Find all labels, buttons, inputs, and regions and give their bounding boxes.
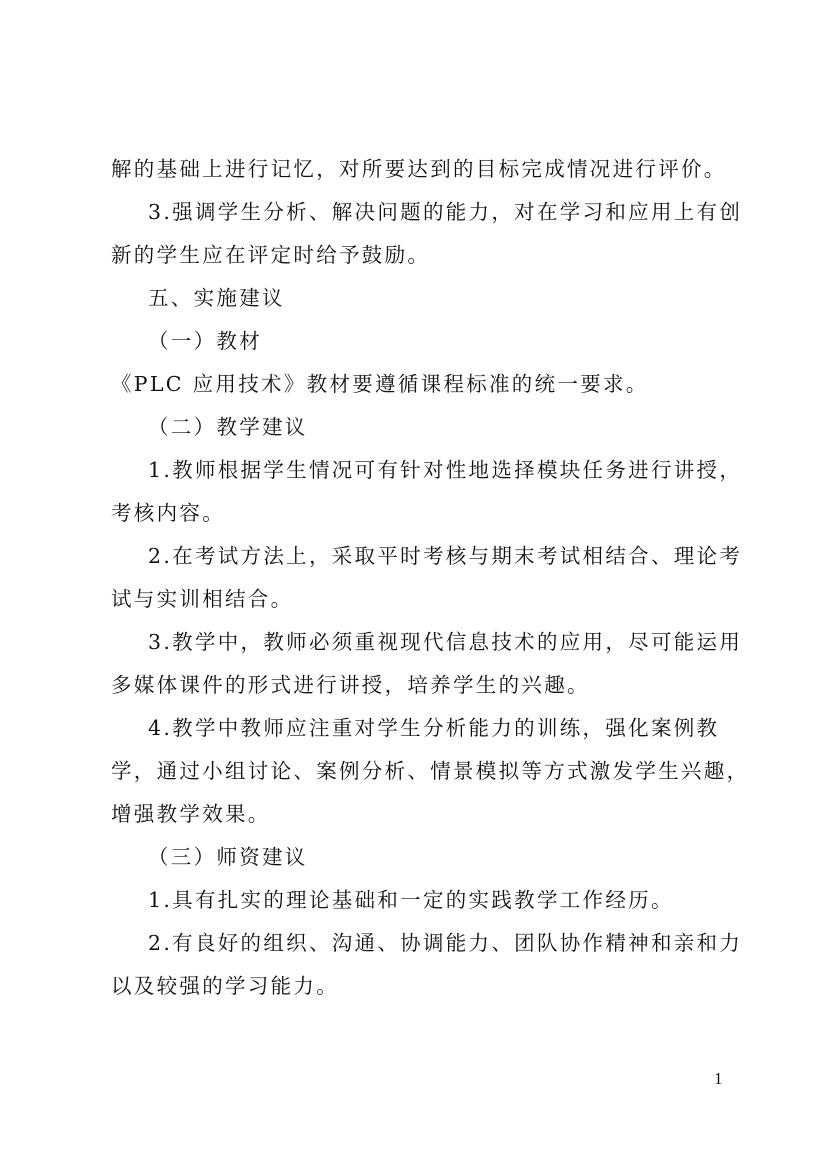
body-line: 3.教学中，教师必须重视现代信息技术的应用，尽可能运用 xyxy=(148,630,743,654)
body-line: 试与实训相结合。 xyxy=(111,587,294,611)
subsection-heading: （二）教学建议 xyxy=(148,415,308,439)
body-line: 学，通过小组讨论、案例分析、情景模拟等方式激发学生兴趣， xyxy=(111,759,750,783)
body-line: 增强教学效果。 xyxy=(111,802,271,826)
body-line: 考核内容。 xyxy=(111,501,225,525)
body-line: 多媒体课件的形式进行讲授，培养学生的兴趣。 xyxy=(111,673,590,697)
body-line: 4.教学中教师应注重对学生分析能力的训练，强化案例教 xyxy=(148,716,720,740)
subsection-heading: （一）教材 xyxy=(148,329,262,353)
body-line: 1.具有扎实的理论基础和一定的实践教学工作经历。 xyxy=(148,888,674,912)
subsection-heading: （三）师资建议 xyxy=(148,845,308,869)
body-line: 3.强调学生分析、解决问题的能力，对在学习和应用上有创 xyxy=(148,200,743,224)
body-line: 2.在考试方法上，采取平时考核与期末考试相结合、理论考 xyxy=(148,544,743,568)
body-line: 2.有良好的组织、沟通、协调能力、团队协作精神和亲和力 xyxy=(148,931,743,955)
body-line: 1.教师根据学生情况可有针对性地选择模块任务进行讲授， xyxy=(148,458,743,482)
body-line: 《PLC 应用技术》教材要遵循课程标准的统一要求。 xyxy=(111,372,649,396)
section-heading: 五、实施建议 xyxy=(148,286,285,310)
body-line: 新的学生应在评定时给予鼓励。 xyxy=(111,243,431,267)
body-line: 解的基础上进行记忆，对所要达到的目标完成情况进行评价。 xyxy=(111,157,727,181)
page-number: 1 xyxy=(714,1069,723,1088)
body-line: 以及较强的学习能力。 xyxy=(111,974,339,998)
